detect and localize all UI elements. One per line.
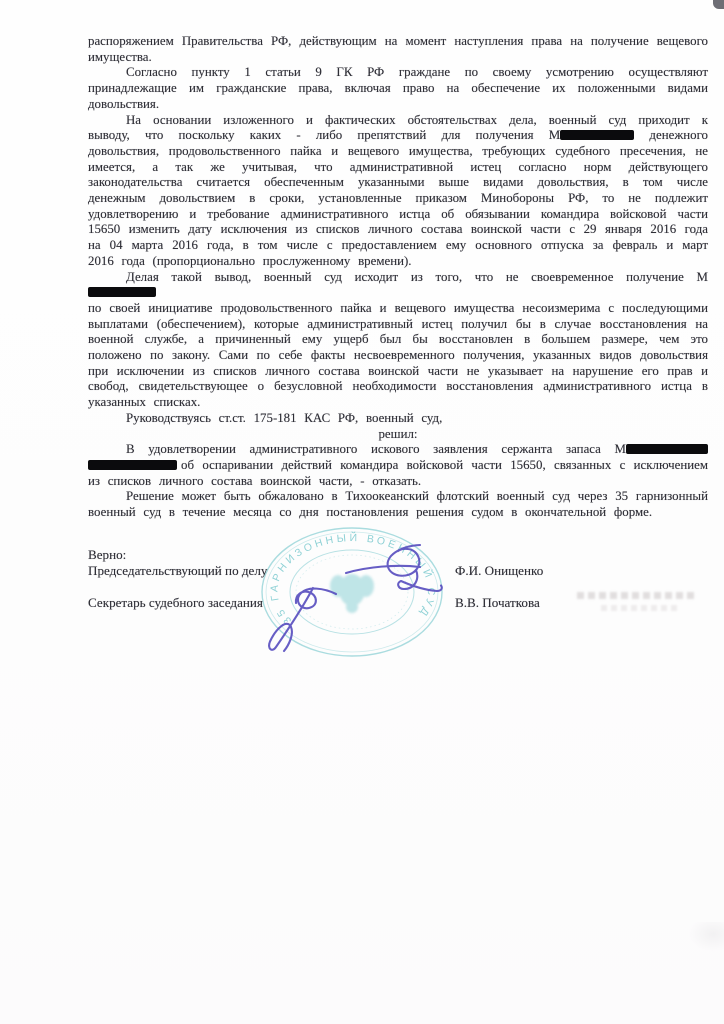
paragraph-ruling — [88, 442, 708, 489]
stamp-text: 35 ГАРНИЗОННЫЙ ВОЕННЫЙ СУД — [268, 532, 438, 627]
certification-block — [88, 547, 708, 611]
resolution-heading: решил: — [378, 426, 418, 441]
paragraph-text: распоряжением Правительства РФ, действующим на момент наступления права на получение вещевого имущества. — [88, 34, 708, 64]
paragraph-text: Согласно пункту 1 статьи 9 ГК РФ граждане по своему усмотрению осуществляют принадлежащие им гражданские права, включая право на обеспечение их положенными видами довольствия. — [88, 65, 708, 111]
presiding-judge-name: Ф.И. Онищенко — [455, 563, 544, 578]
presiding-judge-row — [88, 563, 708, 579]
paragraph-text: Делая такой вывод, военный суд исходит из того, что не своевременное получение М — [126, 269, 708, 284]
secretary-label: Секретарь судебного заседания — [88, 595, 263, 610]
paragraph-appeal — [88, 489, 708, 520]
paragraph-text: денежного довольствия, продовольственного пайка и вещевого имущества, требующих судебного пресечения, не имеется, а так же учитывая, что административной истец согласно норм действующего законодательства считается обеспеченным указанными выше видами довольствия, в том числе денежным довольствием в сроки, установленные приказом Минобороны РФ, то не подлежит удовлетворению и требование административного истца об обязывании командира войсковой части 15650 изменить дату исключения из списков личного состава воинской части с 29 января 2016 года на 04 марта 2016 года, в том числе с предоставлением ему основного отпуска за февраль и март 2016 года (пропорционально прослуженному времени). — [88, 128, 708, 268]
redaction-bar — [88, 460, 177, 470]
scan-noise-artifact — [688, 922, 724, 952]
secretary-row — [88, 595, 708, 611]
paragraph-reasoning — [88, 270, 708, 411]
paragraph-text: Решение может быть обжаловано в Тихоокеанский флотский военный суд через 35 гарнизонный военный суд в течение месяца со дня постановления решения судом в окончательной форме. — [88, 489, 708, 520]
decision-body — [88, 34, 708, 521]
paragraph-court-conclusion — [88, 113, 708, 270]
paragraph-text: В удовлетворении административного искового заявления сержанта запаса М — [126, 442, 626, 457]
redaction-bar — [560, 130, 634, 140]
paragraph-text: об оспаривании действий командира войсковой части 15650, связанных с исключением из списков личного состава воинской части, - отказать. — [88, 457, 708, 488]
paragraph-text: по своей инициативе продовольственного пайка и вещевого имущества несоизмерима с последующими выплатами (обеспечением), которые административный истец получил бы в случае восстановления на военной службе, а причиненный ему ущерб был бы восстановлен в большем размере, чем это положено по закону. Сами по себе факты несвоевременного получения, указанных видов довольствия при исключении из списков личного состава воинской части не указывает на нарушение его прав и свобод, свидетельствующее о безусловной необходимости восстановления административного истца в указанных списках. — [88, 300, 708, 410]
scan-corner-artifact — [713, 0, 724, 9]
redaction-bar — [88, 287, 156, 297]
certification-label: Верно: — [88, 547, 127, 562]
paragraph-continuation — [88, 34, 708, 65]
presiding-judge-label: Председательствующий по делу — [88, 563, 268, 578]
paragraph-civil-code — [88, 65, 708, 112]
secretary-name: В.В. Початкова — [455, 595, 540, 610]
paragraph-legal-basis — [88, 411, 708, 427]
paragraph-text: На основании изложенного и фактических обстоятельствах дела, военный суд приходит к выводу, что поскольку каких - либо препятствий для получения М — [88, 112, 708, 143]
paragraph-text: Руководствуясь ст.ст. 175-181 КАС РФ, военный суд, — [126, 410, 443, 425]
redaction-bar — [626, 444, 708, 454]
